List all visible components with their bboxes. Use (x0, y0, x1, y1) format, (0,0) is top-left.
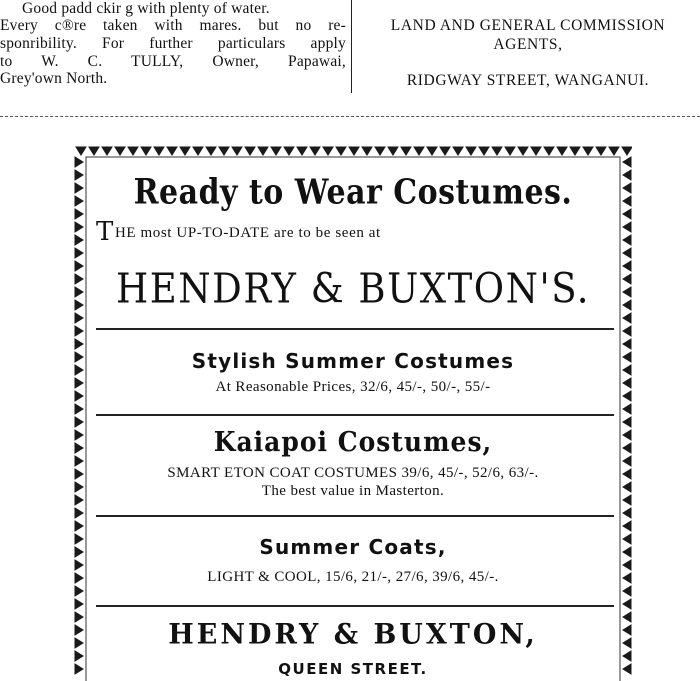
notice-address: RIDGWAY STREET, WANGANUI. (406, 72, 650, 89)
notice-heading: LAND AND GENERAL COMMISSION (390, 17, 666, 34)
section-title-kaiapoi: Kaiapoi Costumes, (213, 425, 493, 458)
section-text: SMART ETON COAT COSTUMES 39/6, 45/-, 52/6, 63/-. (167, 465, 539, 481)
notice-heading: AGENTS, (493, 36, 563, 53)
divider-rule (96, 328, 614, 330)
notice-line: Good padd ckir g with plenty of water. (22, 0, 270, 17)
section-text: LIGHT & COOL, 15/6, 21/-, 27/6, 39/6, 45/-. (207, 569, 499, 585)
section-title-stylish: Stylish Summer Costumes (191, 349, 515, 373)
firm-name: HENDRY & BUXTON'S. (116, 264, 590, 313)
notice-line: Grey'own North. (0, 70, 108, 87)
section-divider (0, 116, 700, 117)
intro-text: HE most UP-TO-DATE are to be seen at (114, 225, 381, 241)
ad-intro (96, 217, 381, 247)
notice-line: Every c®re taken with mares. but no re- (0, 17, 346, 34)
section-title-firm: HENDRY & BUXTON, (168, 618, 538, 651)
notice-line: to W. C. TULLY, Owner, Papawai, (0, 53, 346, 70)
divider-rule (96, 515, 614, 517)
section-text: At Reasonable Prices, 32/6, 45/-, 50/-, 55/- (215, 379, 491, 395)
divider-rule (96, 414, 614, 416)
column-divider (351, 0, 352, 93)
drop-cap: T (96, 217, 114, 247)
section-text: The best value in Masterton. (261, 483, 445, 499)
advertisement (74, 143, 632, 681)
section-title-summer-coats: Summer Coats, (259, 535, 447, 559)
notice-line: sponribility. For further particulars apply (0, 35, 346, 52)
ad-headline: Ready to Wear Costumes. (133, 172, 573, 213)
divider-rule (96, 605, 614, 607)
section-address: QUEEN STREET. (278, 660, 428, 678)
